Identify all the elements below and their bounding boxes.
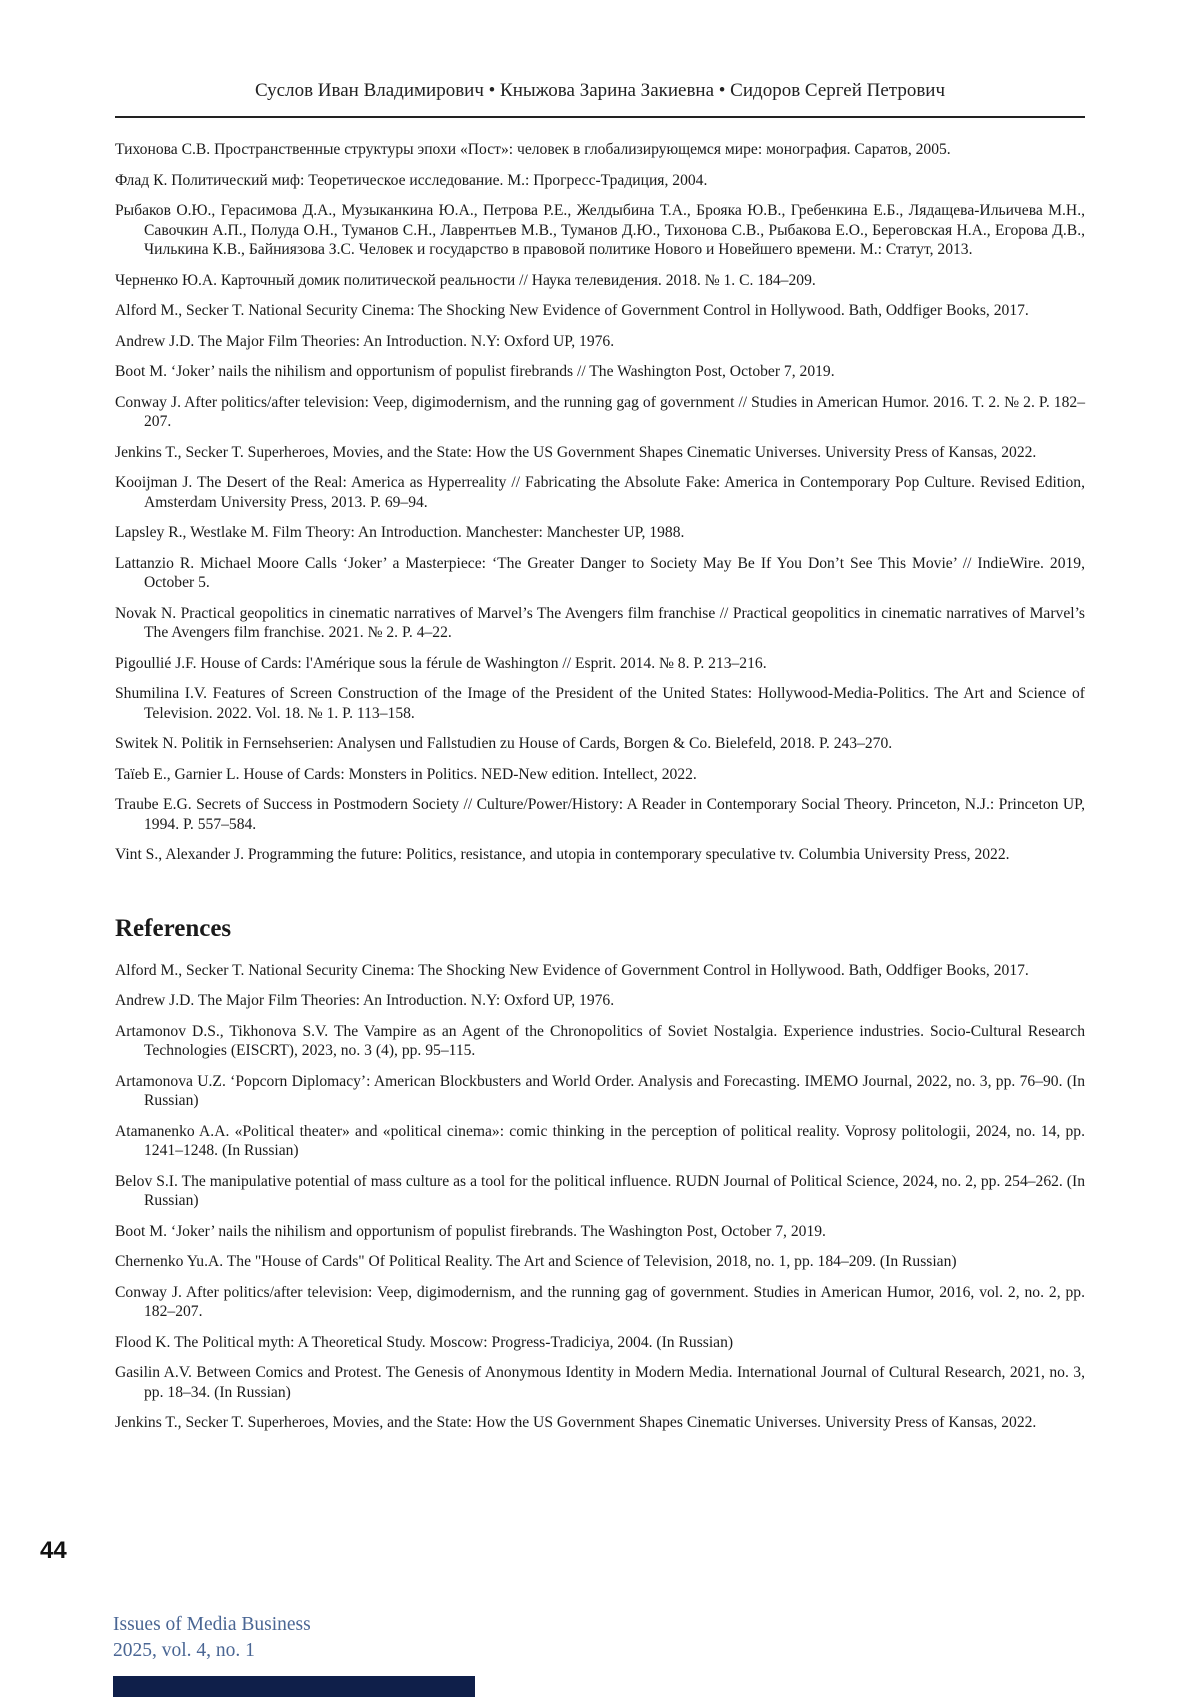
page-number: 44 bbox=[40, 1537, 67, 1565]
reference-item: Taïeb E., Garnier L. House of Cards: Monsters in Politics. NED-New edition. Intellect, 2022. bbox=[115, 765, 1085, 785]
header-rule bbox=[115, 116, 1085, 118]
reference-list-russian bbox=[115, 140, 1085, 865]
reference-item: Jenkins T., Secker T. Superheroes, Movies, and the State: How the US Government Shapes Cinematic Universes. University Press of Kansas, 2022. bbox=[115, 1413, 1085, 1433]
reference-list-english bbox=[115, 961, 1085, 1433]
reference-item: Novak N. Practical geopolitics in cinematic narratives of Marvel’s The Avengers film franchise // Practical geopolitics in cinematic narratives of Marvel’s The Avengers film franchise. 2021. № 2. P. 4–22. bbox=[115, 604, 1085, 643]
reference-item: Shumilina I.V. Features of Screen Construction of the Image of the President of the United States: Hollywood-Media-Politics. The Art and Science of Television. 2022. Vol. 18. № 1. P. 113–158. bbox=[115, 684, 1085, 723]
journal-name: Issues of Media Business bbox=[113, 1612, 311, 1638]
reference-item: Рыбаков О.Ю., Герасимова Д.А., Музыканкина Ю.А., Петрова Р.Е., Желдыбина Т.А., Брояка Ю.В., Гребенкина Е.Б., Лядащева-Ильичева М.Н., Савочкин А.П., Полуда О.Н., Туманов С.Н., Лаврентьев М.В., Туманов Д.Ю., Тихонова С.В., Рыбакова Е.О., Береговская Н.А., Егорова Д.В., Чилькина К.В., Байниязова З.С. Человек и государство в правовой политике Нового и Новейшего времени. М.: Статут, 2013. bbox=[115, 201, 1085, 260]
journal-issue: 2025, vol. 4, no. 1 bbox=[113, 1638, 311, 1664]
reference-item: Chernenko Yu.A. The "House of Cards" Of Political Reality. The Art and Science of Television, 2018, no. 1, pp. 184–209. (In Russian) bbox=[115, 1252, 1085, 1272]
reference-item: Atamanenko A.A. «Political theater» and «political cinema»: comic thinking in the perception of political reality. Voprosy politologii, 2024, no. 14, pp. 1241–1248. (In Russian) bbox=[115, 1122, 1085, 1161]
reference-item: Черненко Ю.А. Карточный домик политической реальности // Наука телевидения. 2018. № 1. С. 184–209. bbox=[115, 271, 1085, 291]
reference-item: Alford M., Secker T. National Security Cinema: The Shocking New Evidence of Government Control in Hollywood. Bath, Oddfiger Books, 2017. bbox=[115, 301, 1085, 321]
reference-item: Conway J. After politics/after television: Veep, digimodernism, and the running gag of government // Studies in American Humor. 2016. T. 2. № 2. P. 182–207. bbox=[115, 393, 1085, 432]
reference-item: Andrew J.D. The Major Film Theories: An Introduction. N.Y: Oxford UP, 1976. bbox=[115, 332, 1085, 352]
reference-item: Conway J. After politics/after television: Veep, digimodernism, and the running gag of government. Studies in American Humor, 2016, vol. 2, no. 2, pp. 182–207. bbox=[115, 1283, 1085, 1322]
journal-footer bbox=[113, 1612, 311, 1664]
references-heading: References bbox=[115, 915, 1085, 943]
reference-item: Pigoullié J.F. House of Cards: l'Amérique sous la férule de Washington // Esprit. 2014. № 8. P. 213–216. bbox=[115, 654, 1085, 674]
reference-item: Alford M., Secker T. National Security Cinema: The Shocking New Evidence of Government Control in Hollywood. Bath, Oddfiger Books, 2017. bbox=[115, 961, 1085, 981]
reference-item: Flood K. The Political myth: A Theoretical Study. Moscow: Progress-Tradiciya, 2004. (In Russian) bbox=[115, 1333, 1085, 1353]
page-content bbox=[115, 140, 1085, 1444]
reference-item: Vint S., Alexander J. Programming the future: Politics, resistance, and utopia in contemporary speculative tv. Columbia University Press, 2022. bbox=[115, 845, 1085, 865]
reference-item: Artamonova U.Z. ‘Popcorn Diplomacy’: American Blockbusters and World Order. Analysis and Forecasting. IMEMO Journal, 2022, no. 3, pp. 76–90. (In Russian) bbox=[115, 1072, 1085, 1111]
reference-item: Belov S.I. The manipulative potential of mass culture as a tool for the political influence. RUDN Journal of Political Science, 2024, no. 2, pp. 254–262. (In Russian) bbox=[115, 1172, 1085, 1211]
reference-item: Jenkins T., Secker T. Superheroes, Movies, and the State: How the US Government Shapes Cinematic Universes. University Press of Kansas, 2022. bbox=[115, 443, 1085, 463]
footer-color-bar bbox=[113, 1676, 475, 1697]
reference-item: Artamonov D.S., Tikhonova S.V. The Vampire as an Agent of the Chronopolitics of Soviet Nostalgia. Experience industries. Socio-Cultural Research Technologies (EISCRT), 2023, no. 3 (4), pp. 95–115. bbox=[115, 1022, 1085, 1061]
reference-item: Тихонова С.В. Пространственные структуры эпохи «Пост»: человек в глобализирующемся мире: монография. Саратов, 2005. bbox=[115, 140, 1085, 160]
reference-item: Lapsley R., Westlake M. Film Theory: An Introduction. Manchester: Manchester UP, 1988. bbox=[115, 523, 1085, 543]
reference-item: Флад К. Политический миф: Теоретическое исследование. М.: Прогресс-Традиция, 2004. bbox=[115, 171, 1085, 191]
running-header: Суслов Иван Владимирович • Кныжова Зарина Закиевна • Сидоров Сергей Петрович bbox=[115, 80, 1085, 102]
reference-item: Boot M. ‘Joker’ nails the nihilism and opportunism of populist firebrands. The Washington Post, October 7, 2019. bbox=[115, 1222, 1085, 1242]
reference-item: Switek N. Politik in Fernsehserien: Analysen und Fallstudien zu House of Cards, Borgen & Co. Bielefeld, 2018. P. 243–270. bbox=[115, 734, 1085, 754]
reference-item: Andrew J.D. The Major Film Theories: An Introduction. N.Y: Oxford UP, 1976. bbox=[115, 991, 1085, 1011]
reference-item: Gasilin A.V. Between Comics and Protest. The Genesis of Anonymous Identity in Modern Media. International Journal of Cultural Research, 2021, no. 3, pp. 18–34. (In Russian) bbox=[115, 1363, 1085, 1402]
reference-item: Kooijman J. The Desert of the Real: America as Hyperreality // Fabricating the Absolute Fake: America in Contemporary Pop Culture. Revised Edition, Amsterdam University Press, 2013. P. 69–94. bbox=[115, 473, 1085, 512]
reference-item: Traube E.G. Secrets of Success in Postmodern Society // Culture/Power/History: A Reader in Contemporary Social Theory. Princeton, N.J.: Princeton UP, 1994. P. 557–584. bbox=[115, 795, 1085, 834]
reference-item: Lattanzio R. Michael Moore Calls ‘Joker’ a Masterpiece: ‘The Greater Danger to Society May Be If You Don’t See This Movie’ // IndieWire. 2019, October 5. bbox=[115, 554, 1085, 593]
reference-item: Boot M. ‘Joker’ nails the nihilism and opportunism of populist firebrands // The Washington Post, October 7, 2019. bbox=[115, 362, 1085, 382]
